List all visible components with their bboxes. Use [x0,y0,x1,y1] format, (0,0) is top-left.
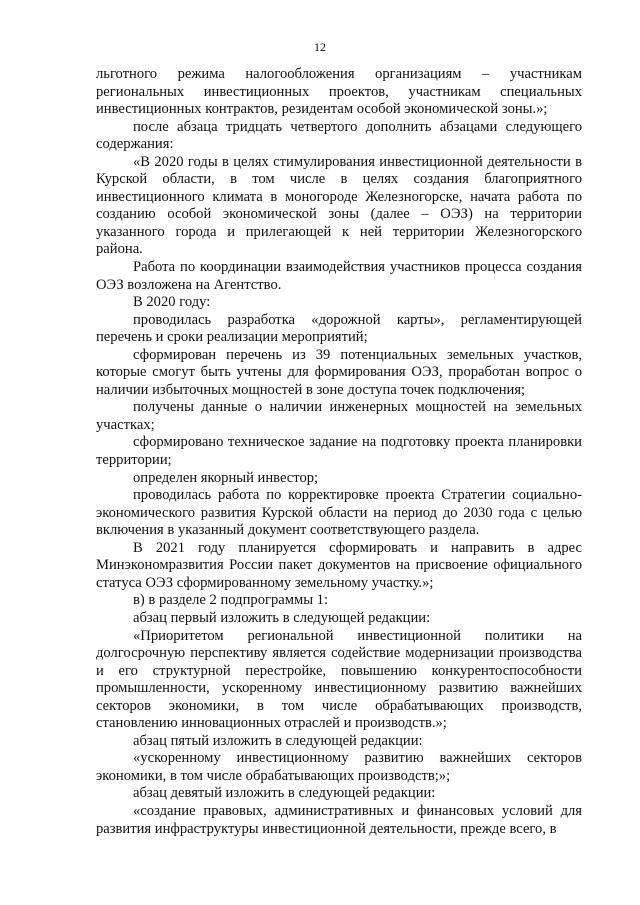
paragraph: «создание правовых, административных и финансовых условий для развития инфраструктуры инвестиционной деятельности, прежде всего, в [96,802,582,837]
paragraph: сформирован перечень из 39 потенциальных земельных участков, которые смогут быть учтены для формирования ОЭЗ, проработан вопрос о наличии избыточных мощностей в зоне доступа точек подключения; [96,346,582,398]
paragraph: «Приоритетом региональной инвестиционной политики на долгосрочную перспективу является содействие модернизации производства и его структурной перестройке, повышению конкурентоспособности промышленности, ускоренному инвестиционному развитию важнейших секторов экономики, в том числе обрабатывающих производств, становлению инновационных отраслей и производств.»; [96,627,582,732]
paragraph: проводилась разработка «дорожной карты», регламентирующей перечень и сроки реализации мероприятий; [96,311,582,346]
paragraph: абзац девятый изложить в следующей редакции: [133,785,436,802]
paragraph: в) в разделе 2 подпрограммы 1: [133,592,329,609]
paragraph: после абзаца тридцать четвертого дополнить абзацами следующего содержания: [96,118,582,153]
page-number: 12 [314,40,326,54]
paragraph: В 2021 году планируется сформировать и направить в адрес Минэкономразвития России пакет документов на присвоение официального статуса ОЭЗ сформированному земельному участку.»; [96,539,582,591]
paragraph: определен якорный инвестор; [133,469,319,486]
paragraph: проводилась работа по корректировке проекта Стратегии социально-экономического развития Курской области на период до 2030 года с целью включения в указанный документ соответствующего раздела. [96,487,582,539]
paragraph: Работа по координации взаимодействия участников процесса создания ОЭЗ возложена на Агентство. [96,259,582,293]
paragraph: льготного режима налогообложения организациям – участникам региональных инвестиционных проектов, участникам специальных инвестиционных контрактов, резидентам особой экономической зоны.»; [96,66,582,118]
document-body [96,66,582,838]
paragraph: «В 2020 годы в целях стимулирования инвестиционной деятельности в Курской области, в том числе в целях создания благоприятного инвестиционного климата в моногороде Железногорске, начата работа по созданию особой экономической зоны (далее – ОЭЗ) на территории указанного города и прилегающей к ней территории Железногорского района. [96,153,582,258]
paragraph: сформировано техническое задание на подготовку проекта планировки территории; [96,434,582,469]
paragraph: абзац первый изложить в следующей редакции: [133,609,431,626]
paragraph: «ускоренному инвестиционному развитию важнейших секторов экономики, в том числе обрабатывающих производств;»; [96,750,582,784]
paragraph: получены данные о наличии инженерных мощностей на земельных участках; [96,399,582,433]
paragraph: абзац пятый изложить в следующей редакции: [133,732,423,749]
paragraph: В 2020 году: [133,294,211,311]
